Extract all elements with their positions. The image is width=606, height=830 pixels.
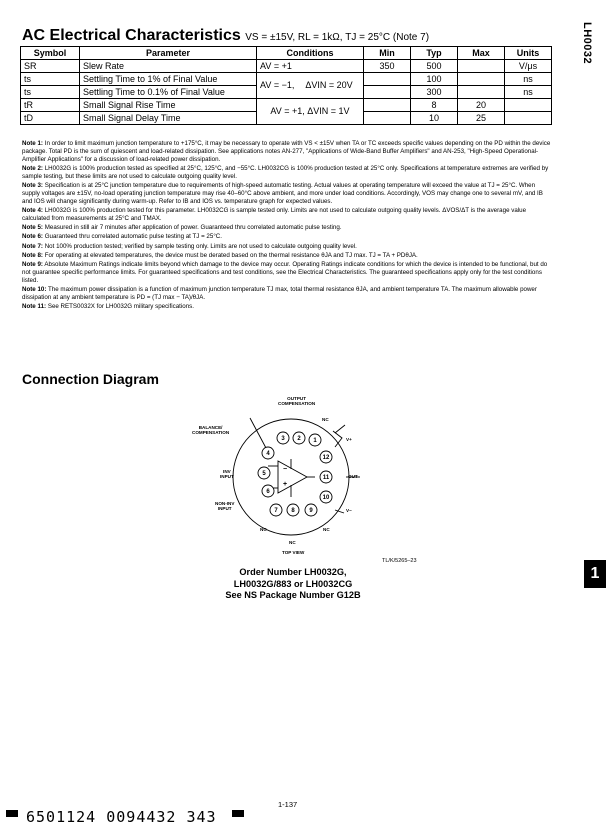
order-line: See NS Package Number G12B [225, 590, 361, 600]
column-header: Max [458, 47, 505, 60]
note-text: Guaranteed thru correlated automatic pulse testing at TJ = 25°C. [44, 233, 222, 241]
max-cell: 25 [458, 112, 505, 125]
note-label: Note 3: [22, 181, 43, 189]
side-label-text: LH0032 [581, 22, 593, 65]
min-cell [364, 73, 411, 86]
table-header-row [21, 47, 552, 60]
max-cell: 20 [458, 99, 505, 112]
note [22, 252, 552, 260]
note-label: Note 7: [22, 242, 43, 250]
svg-text:5: 5 [262, 471, 266, 477]
vminus-label: V− [346, 508, 352, 513]
column-header: Symbol [21, 47, 80, 60]
parameter-cell: Settling Time to 1% of Final Value [80, 73, 257, 86]
note-text: Measured in still air 7 minutes after application of power. Guaranteed thru correlated automatic pulse testing. [44, 223, 342, 231]
parameter-cell: Small Signal Delay Time [80, 112, 257, 125]
pin-7 [270, 504, 282, 516]
typ-cell: 8 [411, 99, 458, 112]
note-label: Note 11: [22, 303, 47, 311]
pin-3 [277, 432, 289, 444]
note-label: Note 5: [22, 223, 43, 231]
footer-mark [232, 810, 244, 817]
svg-text:3: 3 [281, 436, 285, 442]
part-number-side-label [581, 22, 595, 64]
note-label: Note 4: [22, 206, 43, 214]
note-text: Not 100% production tested; verified by sample testing only. Limits are not used to calculate outgoing quality level. [44, 242, 357, 250]
balance-compensation-label: BALANCE/ COMPENSATION [192, 425, 230, 435]
note [22, 140, 552, 163]
min-cell [364, 99, 411, 112]
ac-characteristics-table [20, 46, 552, 125]
note-text: For operating at elevated temperatures, the device must be derated based on the thermal resistance θJA and TJ max. TJ = TA + PDθJA. [44, 251, 418, 259]
symbol-cell: SR [21, 60, 80, 73]
package-pinout-svg [190, 393, 360, 568]
note-text: LH0032G is 100% production tested as specified at 25°C, 125°C, and −55°C. LH0032CG is 100% production tested at 25°C only. Specifications at temperature extremes are verified by sample testing, but these limits are not used to calculate outgoing quality level. [22, 164, 549, 180]
inv-input-label: INV INPUT [220, 469, 234, 479]
note-text: See RETS0032X for LH0032G military specifications. [47, 303, 194, 311]
column-header: Typ [411, 47, 458, 60]
section-heading: AC Electrical Characteristics [22, 27, 241, 44]
section-tab: 1 [584, 560, 606, 588]
pin-1 [309, 434, 321, 446]
note-label: Note 8: [22, 251, 43, 259]
units-cell [505, 99, 552, 112]
column-header: Min [364, 47, 411, 60]
vplus-label: V+ [346, 437, 352, 442]
page-number: 1-137 [278, 800, 298, 809]
note-text: Specification is at 25°C junction temperature due to requirements of high-speed automatic testing. Actual values at operating temperature will exceed the value at TJ = 25°C. When supply voltages are ±15V, no-load operating junction temperature may rise 40–60°C above ambient, and more under load conditions. Accordingly, VOS may change one to several mV, and IB and IOS will change significantly during warm-up. Refer to IB and IOS vs. temperature graph for expected values. [22, 181, 543, 205]
notes-block [22, 140, 552, 312]
conditions-cell: ΔVIN = 20V [302, 73, 363, 99]
pin-8 [287, 504, 299, 516]
pin-12 [320, 451, 332, 463]
order-info [218, 567, 368, 602]
svg-text:11: 11 [322, 475, 330, 481]
output-compensation-label: OUTPUT COMPENSATION [278, 396, 316, 406]
note [22, 261, 552, 284]
max-cell [458, 86, 505, 99]
note-text: The maximum power dissipation is a function of maximum junction temperature TJ max, total thermal resistance θJA, and ambient temperature TA. The maximum allowable power dissipation at any ambient temperature is PD = (TJ max − TA)/θJA. [22, 286, 537, 301]
barcode-text: 6501124 0094432 343 [26, 808, 217, 826]
table-row [21, 60, 552, 73]
note-text: Absolute Maximum Ratings indicate limits beyond which damage to the device may occur. Operating Ratings indicate conditions for which the device is intended to be functional, but do not guarantee specific performance limits. For guaranteed specifications and test conditions, see the Electrical Characteristics. The guaranteed specifications apply only for the test conditions listed. [22, 261, 548, 284]
nc-bottom-label: NC [289, 540, 296, 545]
pin-9 [305, 504, 317, 516]
parameter-cell: Small Signal Rise Time [80, 99, 257, 112]
conditions-cell: AV = −1, [257, 73, 303, 99]
units-cell [505, 112, 552, 125]
pin-10 [320, 491, 332, 503]
svg-text:10: 10 [322, 495, 330, 501]
note-label: Note 9: [22, 261, 43, 269]
svg-text:4: 4 [266, 451, 270, 457]
svg-text:8: 8 [291, 508, 295, 514]
column-header: Parameter [80, 47, 257, 60]
top-view-label: TOP VIEW [282, 550, 305, 555]
typ-cell: 10 [411, 112, 458, 125]
note [22, 165, 552, 181]
symbol-cell: tR [21, 99, 80, 112]
note-label: Note 10: [22, 286, 47, 294]
note-label: Note 2: [22, 164, 43, 172]
units-cell: ns [505, 86, 552, 99]
connection-diagram [190, 393, 360, 568]
svg-text:9: 9 [309, 508, 313, 514]
units-cell: ns [505, 73, 552, 86]
svg-text:12: 12 [322, 455, 330, 461]
column-header: Units [505, 47, 552, 60]
svg-text:6: 6 [266, 489, 270, 495]
max-cell [458, 60, 505, 73]
figure-id: TL/K/5265–23 [382, 558, 417, 564]
pin-5 [258, 467, 270, 479]
min-cell: 350 [364, 60, 411, 73]
symbol-cell: ts [21, 73, 80, 86]
note [22, 224, 552, 232]
note-text: In order to limit maximum junction temperature to +175°C, it may be necessary to operate with VS < ±15V when TA or TC exceeds specific values depending on the PD within the device package. Total PD is the sum of quiescent and load-related dissipation. See applications notes AN-277, "Applications of Wide-Band Buffer Amplifiers" and AN-253, "High-Speed Operational-Amplifier Applications" for a discussion of load-related power dissipation. [22, 140, 551, 163]
order-line: LH0032G/883 or LH0032CG [233, 578, 353, 589]
typ-cell: 500 [411, 60, 458, 73]
connection-diagram-title: Connection Diagram [22, 371, 159, 387]
note [22, 243, 552, 251]
order-line: Order Number LH0032G, [239, 567, 347, 577]
max-cell [458, 73, 505, 86]
test-conditions: VS = ±15V, RL = 1kΩ, TJ = 25°C (Note 7) [245, 32, 430, 43]
symbol-cell: ts [21, 86, 80, 99]
nc-top-label: NC [322, 417, 329, 422]
nc-right-label: NC [323, 527, 330, 532]
table-row [21, 99, 552, 112]
note [22, 182, 552, 205]
typ-cell: 300 [411, 86, 458, 99]
svg-text:1: 1 [313, 438, 317, 444]
page-title [22, 27, 429, 45]
note [22, 303, 552, 311]
note [22, 286, 552, 302]
column-header: Conditions [257, 47, 364, 60]
min-cell [364, 86, 411, 99]
note-text: LH0032G is 100% production tested for this parameter. LH0032CG is sample tested only. Limits are not used to calculate outgoing quality levels. ΔVOS/ΔT is the average value calculated from measurements at 25°C and TMAX. [22, 206, 527, 222]
note-label: Note 6: [22, 233, 43, 241]
typ-cell: 100 [411, 73, 458, 86]
nc-left-label: NC [260, 527, 267, 532]
noninv-input-label: NON-INV INPUT [215, 501, 235, 511]
conditions-cell: AV = +1, ΔVIN = 1V [257, 99, 364, 125]
pin-11 [320, 471, 332, 483]
note [22, 233, 552, 241]
note-label: Note 1: [22, 140, 43, 147]
symbol-cell: tD [21, 112, 80, 125]
svg-text:2: 2 [297, 436, 301, 442]
table-row [21, 73, 552, 86]
inverting-sign: − [282, 466, 288, 473]
pin-6 [262, 485, 274, 497]
footer-mark [6, 810, 18, 817]
pin-2 [293, 432, 305, 444]
svg-text:7: 7 [274, 508, 278, 514]
parameter-cell: Settling Time to 0.1% of Final Value [80, 86, 257, 99]
out-label: OUT [348, 474, 358, 479]
min-cell [364, 112, 411, 125]
conditions-cell-blank [302, 60, 363, 73]
note [22, 207, 552, 223]
pin-4 [262, 447, 274, 459]
parameter-cell: Slew Rate [80, 60, 257, 73]
units-cell: V/μs [505, 60, 552, 73]
noninverting-sign: + [282, 481, 288, 488]
conditions-cell: AV = +1 [257, 60, 303, 73]
